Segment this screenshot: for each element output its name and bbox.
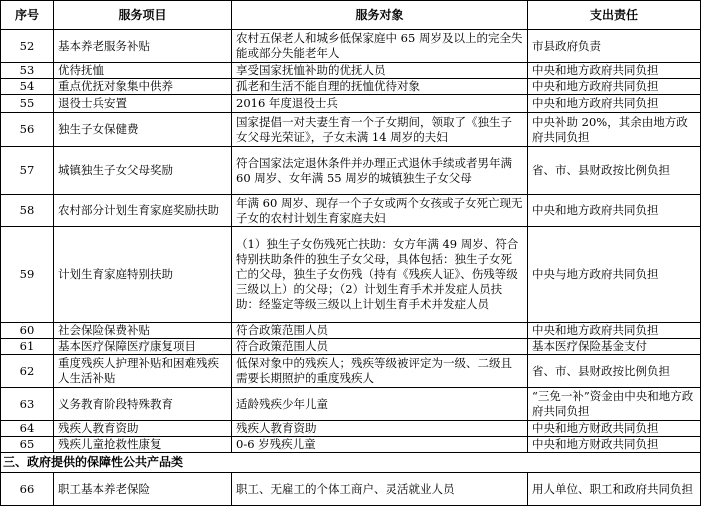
row-service-target: 2016 年度退役士兵 — [232, 95, 528, 113]
row-expenditure-duty: 省、市、县财政按比例负担 — [528, 355, 701, 388]
row-service-item: 义务教育阶段特殊教育 — [54, 388, 232, 421]
row-expenditure-duty: 中央和地方政府共同负担 — [528, 323, 701, 339]
row-expenditure-duty: 中央和地方政府共同负担 — [528, 195, 701, 227]
row-service-item: 计划生育家庭特别扶助 — [54, 227, 232, 323]
table-row — [1, 437, 701, 453]
row-service-target: 年满 60 周岁、现存一个子女或两个女孩或子女死亡现无子女的农村计划生育家庭夫妇 — [232, 195, 528, 227]
header-service-target: 服务对象 — [232, 1, 528, 30]
row-number: 62 — [1, 355, 54, 388]
table-row — [1, 95, 701, 113]
row-number: 63 — [1, 388, 54, 421]
row-service-item: 农村部分计划生育家庭奖励扶助 — [54, 195, 232, 227]
table-row — [1, 79, 701, 95]
row-service-item: 优待抚恤 — [54, 63, 232, 79]
table-header-row — [1, 1, 701, 30]
table-row — [1, 195, 701, 227]
table-row — [1, 63, 701, 79]
row-service-target: 残疾人教育资助 — [232, 421, 528, 437]
table-row — [1, 30, 701, 63]
table-row — [1, 147, 701, 195]
row-service-item: 残疾人教育资助 — [54, 421, 232, 437]
header-service-item: 服务项目 — [54, 1, 232, 30]
row-number: 59 — [1, 227, 54, 323]
row-service-target: 符合国家法定退休条件并办理正式退休手续或者男年满 60 周岁、女年满 55 周岁的城镇独生子女父母 — [232, 147, 528, 195]
table-row — [1, 355, 701, 388]
row-expenditure-duty: 市县政府负责 — [528, 30, 701, 63]
row-service-target: 适龄残疾少年儿童 — [232, 388, 528, 421]
row-service-item: 职工基本养老保险 — [54, 473, 232, 506]
row-number: 55 — [1, 95, 54, 113]
row-service-target: 职工、无雇工的个体工商户、灵活就业人员 — [232, 473, 528, 506]
table-row — [1, 323, 701, 339]
row-expenditure-duty: 中央与地方政府共同负担 — [528, 227, 701, 323]
row-number: 64 — [1, 421, 54, 437]
row-service-target: 享受国家抚恤补助的优抚人员 — [232, 63, 528, 79]
row-number: 52 — [1, 30, 54, 63]
row-service-item: 重点优抚对象集中供养 — [54, 79, 232, 95]
row-service-target: 国家提倡一对夫妻生育一个子女期间，领取了《独生子女父母光荣证》，子女未满 14 周岁的夫妇 — [232, 113, 528, 147]
row-service-target: （1）独生子女伤残死亡扶助：女方年满 49 周岁、符合特别扶助条件的独生子女父母，具体包括：独生子女死亡的父母，独生子女伤残（持有《残疾人证》、伤残等级三级以上）的父母；（2）计划生育手术并发症人员扶助：经鉴定等级三级以上计划生育手术并发症人员 — [232, 227, 528, 323]
row-service-item: 基本医疗保障医疗康复项目 — [54, 339, 232, 355]
row-number: 61 — [1, 339, 54, 355]
row-service-target: 孤老和生活不能自理的抚恤优待对象 — [232, 79, 528, 95]
row-service-item: 城镇独生子女父母奖励 — [54, 147, 232, 195]
table-row — [1, 388, 701, 421]
row-expenditure-duty: 用人单位、职工和政府共同负担 — [528, 473, 701, 506]
row-expenditure-duty: “三免一补”资金由中央和地方政府共同负担 — [528, 388, 701, 421]
row-number: 57 — [1, 147, 54, 195]
row-expenditure-duty: 省、市、县财政按比例负担 — [528, 147, 701, 195]
row-expenditure-duty: 中央和地方政府共同负担 — [528, 79, 701, 95]
row-expenditure-duty: 中央和地方财政共同负担 — [528, 437, 701, 453]
header-number: 序号 — [1, 1, 54, 30]
header-expenditure-duty: 支出责任 — [528, 1, 701, 30]
row-number: 54 — [1, 79, 54, 95]
row-number: 60 — [1, 323, 54, 339]
row-number: 53 — [1, 63, 54, 79]
row-expenditure-duty: 中央和地方政府共同负担 — [528, 63, 701, 79]
row-expenditure-duty: 中央和地方政府共同负担 — [528, 95, 701, 113]
table-row — [1, 227, 701, 323]
row-number: 58 — [1, 195, 54, 227]
row-service-target: 0-6 岁残疾儿童 — [232, 437, 528, 453]
row-service-target: 符合政策范围人员 — [232, 323, 528, 339]
row-number: 56 — [1, 113, 54, 147]
section-heading-row — [1, 453, 701, 473]
row-service-item: 退役士兵安置 — [54, 95, 232, 113]
row-number: 65 — [1, 437, 54, 453]
row-service-target: 低保对象中的残疾人；残疾等级被评定为一级、二级且需要长期照护的重度残疾人 — [232, 355, 528, 388]
row-service-target: 农村五保老人和城乡低保家庭中 65 周岁及以上的完全失能或部分失能老年人 — [232, 30, 528, 63]
row-service-item: 残疾儿童抢救性康复 — [54, 437, 232, 453]
row-expenditure-duty: 中央补助 20%，其余由地方政府共同负担 — [528, 113, 701, 147]
table-row — [1, 421, 701, 437]
row-service-item: 基本养老服务补贴 — [54, 30, 232, 63]
row-service-item: 社会保险保费补贴 — [54, 323, 232, 339]
row-expenditure-duty: 中央和地方财政共同负担 — [528, 421, 701, 437]
row-service-target: 符合政策范围人员 — [232, 339, 528, 355]
row-expenditure-duty: 基本医疗保险基金支付 — [528, 339, 701, 355]
table-row — [1, 113, 701, 147]
table-row — [1, 473, 701, 506]
row-number: 66 — [1, 473, 54, 506]
table-row — [1, 339, 701, 355]
row-service-item: 独生子女保健费 — [54, 113, 232, 147]
section-title: 三、政府提供的保障性公共产品类 — [1, 453, 701, 473]
row-service-item: 重度残疾人护理补贴和困难残疾人生活补贴 — [54, 355, 232, 388]
